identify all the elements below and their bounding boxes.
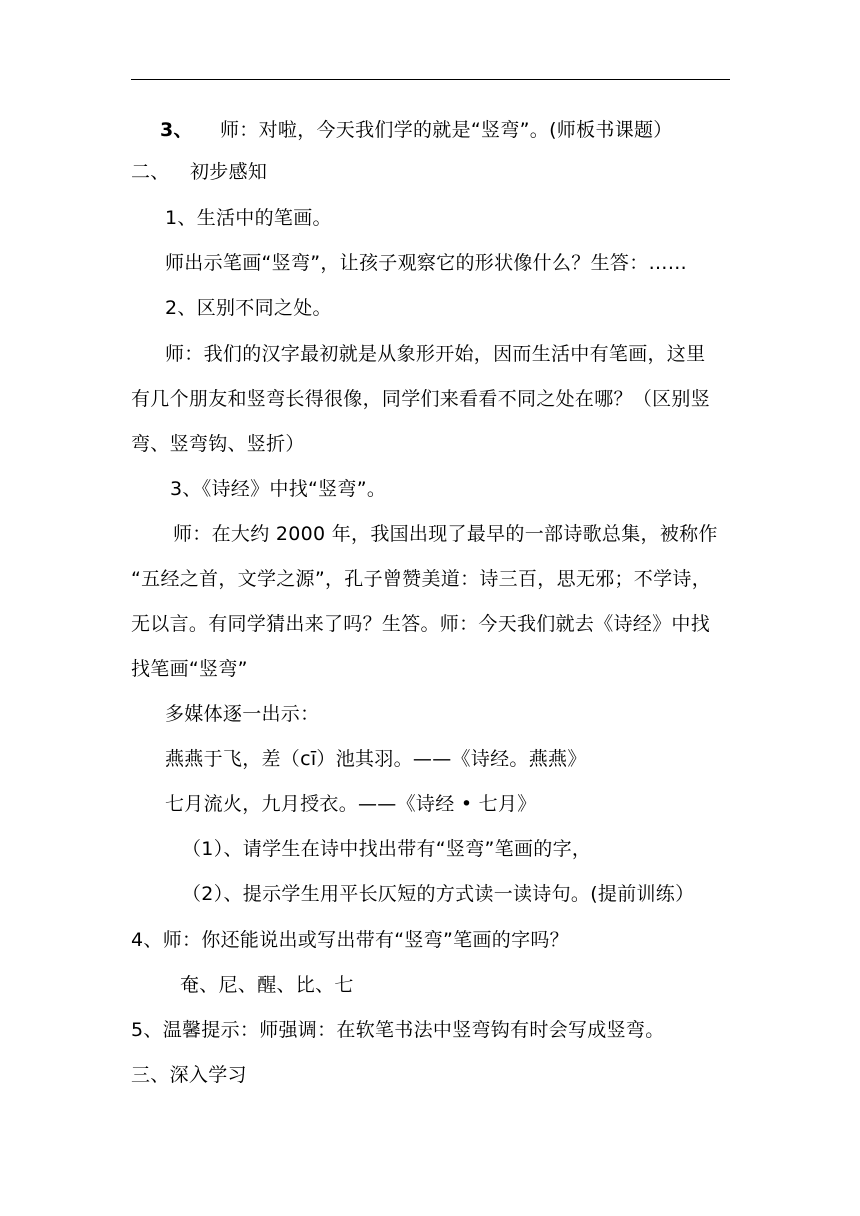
paragraph-line: “五经之首，文学之源”，孔子曾赞美道：诗三百，思无邪；不学诗， xyxy=(131,568,711,590)
paragraph-line: 5、温馨提示：师强调：在软笔书法中竖弯钩有时会写成竖弯。 xyxy=(131,1019,665,1041)
paragraph-line: 找笔画“竖弯” xyxy=(131,658,248,680)
paragraph-line: 师：我们的汉字最初就是从象形开始，因而生活中有笔画，这里 xyxy=(165,343,706,365)
header-rule xyxy=(131,79,730,80)
list-item: （2）、提示学生用平长仄短的方式读一读诗句。(提前训练） xyxy=(182,883,695,905)
list-item: （1）、请学生在诗中找出带有“竖弯”笔画的字， xyxy=(182,838,592,860)
poem-line: 七月流火，九月授衣。——《诗经 • 七月》 xyxy=(165,793,537,815)
paragraph-line: 无以言。有同学猜出来了吗？生答。师：今天我们就去《诗经》中找 xyxy=(131,613,711,635)
paragraph-line: 有几个朋友和竖弯长得很像，同学们来看看不同之处在哪？（区别竖 xyxy=(131,388,711,410)
section-number-2: 二、 xyxy=(131,161,170,183)
paragraph-line: 师：在大约 2000 年，我国出现了最早的一部诗歌总集，被称作 xyxy=(173,523,718,545)
paragraph-line: 多媒体逐一出示： xyxy=(165,703,320,725)
subheading: 2、区别不同之处。 xyxy=(165,297,332,319)
section-heading: 初步感知 xyxy=(190,161,268,183)
paragraph-line: 师出示笔画“竖弯”，让孩子观察它的形状像什么？生答：…… xyxy=(165,252,688,274)
paragraph-line: 4、师：你还能说出或写出带有“竖弯”笔画的字吗？ xyxy=(131,929,569,951)
section-heading: 三、深入学习 xyxy=(131,1064,247,1086)
character-list: 奄、尼、醒、比、七 xyxy=(180,974,354,996)
subheading: 1、生活中的笔画。 xyxy=(165,207,332,229)
paragraph-line: 弯、竖弯钩、竖折） xyxy=(131,433,305,455)
item-number-3: 3、 xyxy=(160,119,193,141)
poem-line: 燕燕于飞，差（cī）池其羽。——《诗经。燕燕》 xyxy=(165,748,587,770)
paragraph-line: 师：对啦，今天我们学的就是“竖弯”。(师板书课题） xyxy=(220,119,673,141)
subheading: 3、《诗经》中找“竖弯”。 xyxy=(170,478,387,500)
